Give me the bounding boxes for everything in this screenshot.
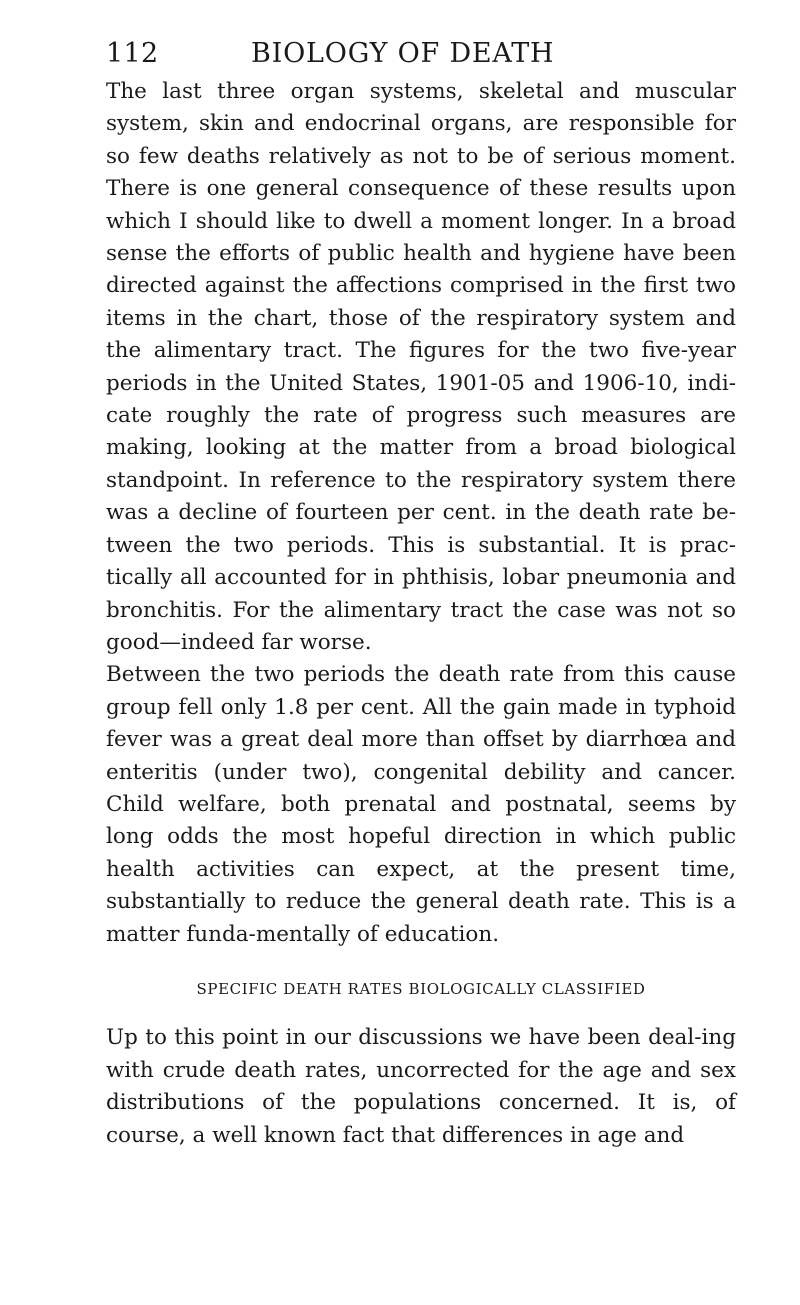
body-text [106, 76, 736, 1152]
section-heading: SPECIFIC DEATH RATES BIOLOGICALLY CLASSIFIED [196, 979, 646, 998]
book-page [106, 28, 736, 1152]
paragraph-3: Up to this point in our discussions we have been deal-ing with crude death rates, uncorrected for the age and sex distributions of the populations concerned. It is, of course, a well known fact that differences in age and [106, 1025, 736, 1148]
paragraph-1: The last three organ systems, skeletal and muscular system, skin and endocrinal organs, are responsible for so few deaths relatively as not to be of serious moment. There is one general consequence of these results upon which I should like to dwell a moment longer. In a broad sense the efforts of public health and hygiene have been directed against the affections comprised in the first two items in the chart, those of the respiratory system and the alimentary tract. The figures for the two five-year periods in the United States, 1901-05 and 1906-10, indi-cate roughly the rate of progress such measures are making, looking at the matter from a broad biological standpoint. In reference to the respiratory system there was a decline of fourteen per cent. in the death rate be-tween the two periods. This is substantial. It is prac-tically all accounted for in phthisis, lobar pneumonia and bronchitis. For the alimentary tract the case was not so good—indeed far worse. [106, 79, 736, 655]
page-header [106, 28, 736, 76]
running-head: BIOLOGY OF DEATH [251, 38, 555, 69]
paragraph-2: Between the two periods the death rate from this cause group fell only 1.8 per cent. All the gain made in typhoid fever was a great deal more than offset by diarrhœa and enteritis (under two), congenital debility and cancer. Child welfare, both prenatal and postnatal, seems by long odds the most hopeful direction in which public health activities can expect, at the present time, substantially to reduce the general death rate. This is a matter funda-mentally of education. [106, 662, 736, 947]
page-number: 112 [106, 38, 159, 69]
